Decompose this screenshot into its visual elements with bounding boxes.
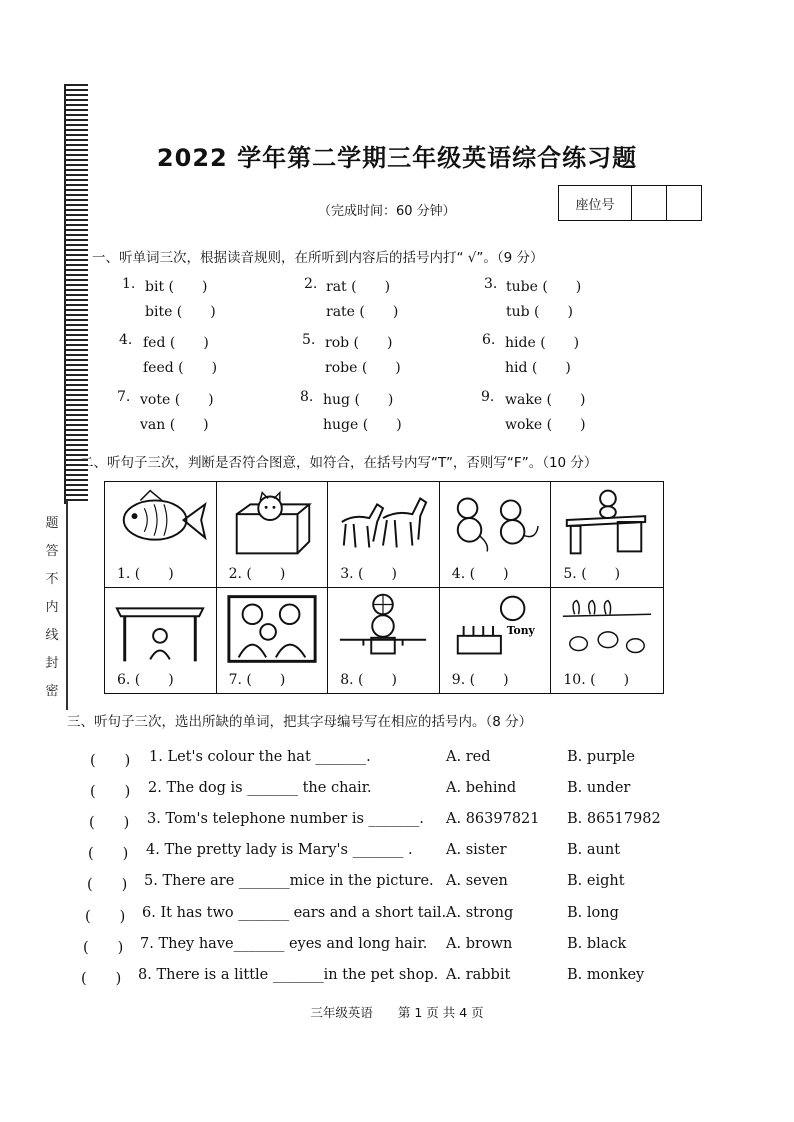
word-option[interactable]: hid ( ) [505, 360, 571, 376]
cat-in-box-icon [223, 486, 321, 558]
family-photo-icon [223, 592, 321, 664]
seat-number-box [558, 185, 702, 221]
answer-blank[interactable]: ( ) [90, 753, 131, 769]
birthday-cake-icon [446, 592, 544, 664]
picture-cell [440, 482, 552, 588]
answer-blank[interactable]: ( ) [83, 940, 124, 956]
answer-blank[interactable]: ( ) [90, 784, 131, 800]
item-number: 5. [302, 332, 316, 348]
picture-cell [105, 588, 217, 694]
option-b: B. monkey [567, 967, 645, 983]
page-title: 2022 学年第二学期三年级英语综合练习题 [156, 144, 638, 172]
word-option[interactable]: bite ( ) [145, 304, 216, 320]
word-option[interactable]: tub ( ) [506, 304, 573, 320]
word-option[interactable]: vote ( ) [140, 392, 214, 408]
item-number: 4. [119, 332, 133, 348]
word-option[interactable]: robe ( ) [325, 360, 401, 376]
answer-blank[interactable]: ( ) [89, 815, 130, 831]
seal-line-text: 题 答 不 内 线 封 密 [45, 516, 59, 699]
word-option[interactable]: feed ( ) [143, 360, 218, 376]
answer-blank[interactable]: ( ) [81, 971, 122, 987]
answer-blank[interactable]: 4. ( ) [451, 565, 509, 582]
word-option[interactable]: tube ( ) [506, 279, 582, 295]
picture-grid [104, 481, 664, 694]
seat-label: 座位号 [559, 186, 632, 220]
option-b: B. long [567, 905, 619, 921]
option-b: B. black [567, 936, 627, 952]
word-option[interactable]: rat ( ) [326, 279, 391, 295]
answer-blank[interactable]: 8. ( ) [340, 672, 397, 688]
option-b: B. purple [567, 749, 635, 765]
question-text: 5. There are _______mice in the picture. [144, 873, 434, 889]
answer-blank[interactable]: ( ) [85, 909, 126, 925]
answer-blank[interactable]: 6. ( ) [117, 672, 174, 688]
monkey-on-desk-icon [557, 486, 655, 558]
option-b: B. eight [567, 873, 625, 889]
binding-line [66, 500, 68, 710]
picture-cell [440, 588, 552, 694]
monkeys-icon [446, 486, 544, 558]
page-footer: 三年级英语 第 1 页 共 4 页 [310, 1005, 484, 1020]
question-text: 2. The dog is _______ the chair. [148, 780, 372, 796]
question-text: 8. There is a little _______in the pet shop. [138, 967, 439, 983]
word-option[interactable]: woke ( ) [505, 417, 586, 433]
item-number: 9. [481, 389, 495, 405]
item-number: 6. [482, 332, 496, 348]
option-a: A. brown [446, 936, 513, 952]
answer-blank[interactable]: 10. ( ) [563, 672, 630, 688]
word-option[interactable]: fed ( ) [143, 335, 209, 351]
answer-blank[interactable]: 3. ( ) [340, 565, 397, 582]
option-a: A. red [446, 749, 491, 765]
seat-cell[interactable] [667, 186, 701, 220]
item-number: 7. [117, 389, 131, 405]
question-text: 7. They have_______ eyes and long hair. [140, 936, 428, 952]
fish-icon [111, 486, 209, 558]
word-option[interactable]: hug ( ) [323, 392, 394, 408]
option-a: A. sister [446, 842, 507, 858]
picture-cell [551, 482, 663, 588]
option-b: B. aunt [567, 842, 621, 858]
picture-cell [217, 588, 329, 694]
answer-blank[interactable]: ( ) [88, 846, 129, 862]
name-tag-text: Tony [506, 623, 535, 637]
word-option[interactable]: huge ( ) [323, 417, 402, 433]
word-option[interactable]: wake ( ) [505, 392, 586, 408]
section2-heading: 二、听句子三次，判断是否符合图意，如符合，在括号内写“T”，否则写“F”。（10 分） [80, 455, 598, 471]
picture-cell [217, 482, 329, 588]
word-option[interactable]: hide ( ) [505, 335, 580, 351]
answer-blank[interactable]: 9. ( ) [451, 672, 509, 688]
section1-heading: 一、听单词三次，根据读音规则，在所听到内容后的括号内打“ √”。（9 分） [92, 250, 544, 266]
question-text: 4. The pretty lady is Mary's _______ . [146, 842, 413, 858]
answer-blank[interactable]: 1. ( ) [117, 565, 174, 582]
option-a: A. seven [446, 873, 508, 889]
item-number: 8. [300, 389, 314, 405]
picture-cell [105, 482, 217, 588]
horses-icon [334, 486, 432, 558]
time-note: （完成时间：60 分钟） [318, 204, 456, 219]
option-b: B. 86517982 [567, 811, 661, 827]
birds-icon [557, 592, 655, 664]
answer-blank[interactable]: 2. ( ) [228, 565, 286, 582]
answer-blank[interactable]: 5. ( ) [563, 565, 621, 582]
option-a: A. behind [446, 780, 517, 796]
picture-cell [328, 482, 440, 588]
item-number: 2. [304, 276, 318, 292]
question-text: 1. Let's colour the hat _______. [149, 749, 371, 765]
word-option[interactable]: rob ( ) [325, 335, 393, 351]
seat-cell[interactable] [632, 186, 667, 220]
picture-cell [551, 588, 663, 694]
word-option[interactable]: bit ( ) [145, 279, 208, 295]
word-option[interactable]: van ( ) [140, 417, 209, 433]
word-option[interactable]: rate ( ) [326, 304, 399, 320]
boy-under-table-icon [111, 592, 209, 664]
item-number: 3. [484, 276, 498, 292]
picture-cell [328, 588, 440, 694]
option-a: A. rabbit [446, 967, 511, 983]
option-a: A. 86397821 [446, 811, 540, 827]
item-number: 1. [122, 276, 136, 292]
option-b: B. under [567, 780, 631, 796]
question-text: 3. Tom's telephone number is _______. [147, 811, 424, 827]
answer-blank[interactable]: ( ) [87, 877, 128, 893]
answer-blank[interactable]: 7. ( ) [228, 672, 286, 688]
boy-with-ball-icon [334, 592, 432, 664]
option-a: A. strong [446, 905, 514, 921]
section3-heading: 三、听句子三次，选出所缺的单词，把其字母编号写在相应的括号内。（8 分） [67, 714, 533, 730]
question-text: 6. It has two _______ ears and a short tail. [142, 905, 447, 921]
